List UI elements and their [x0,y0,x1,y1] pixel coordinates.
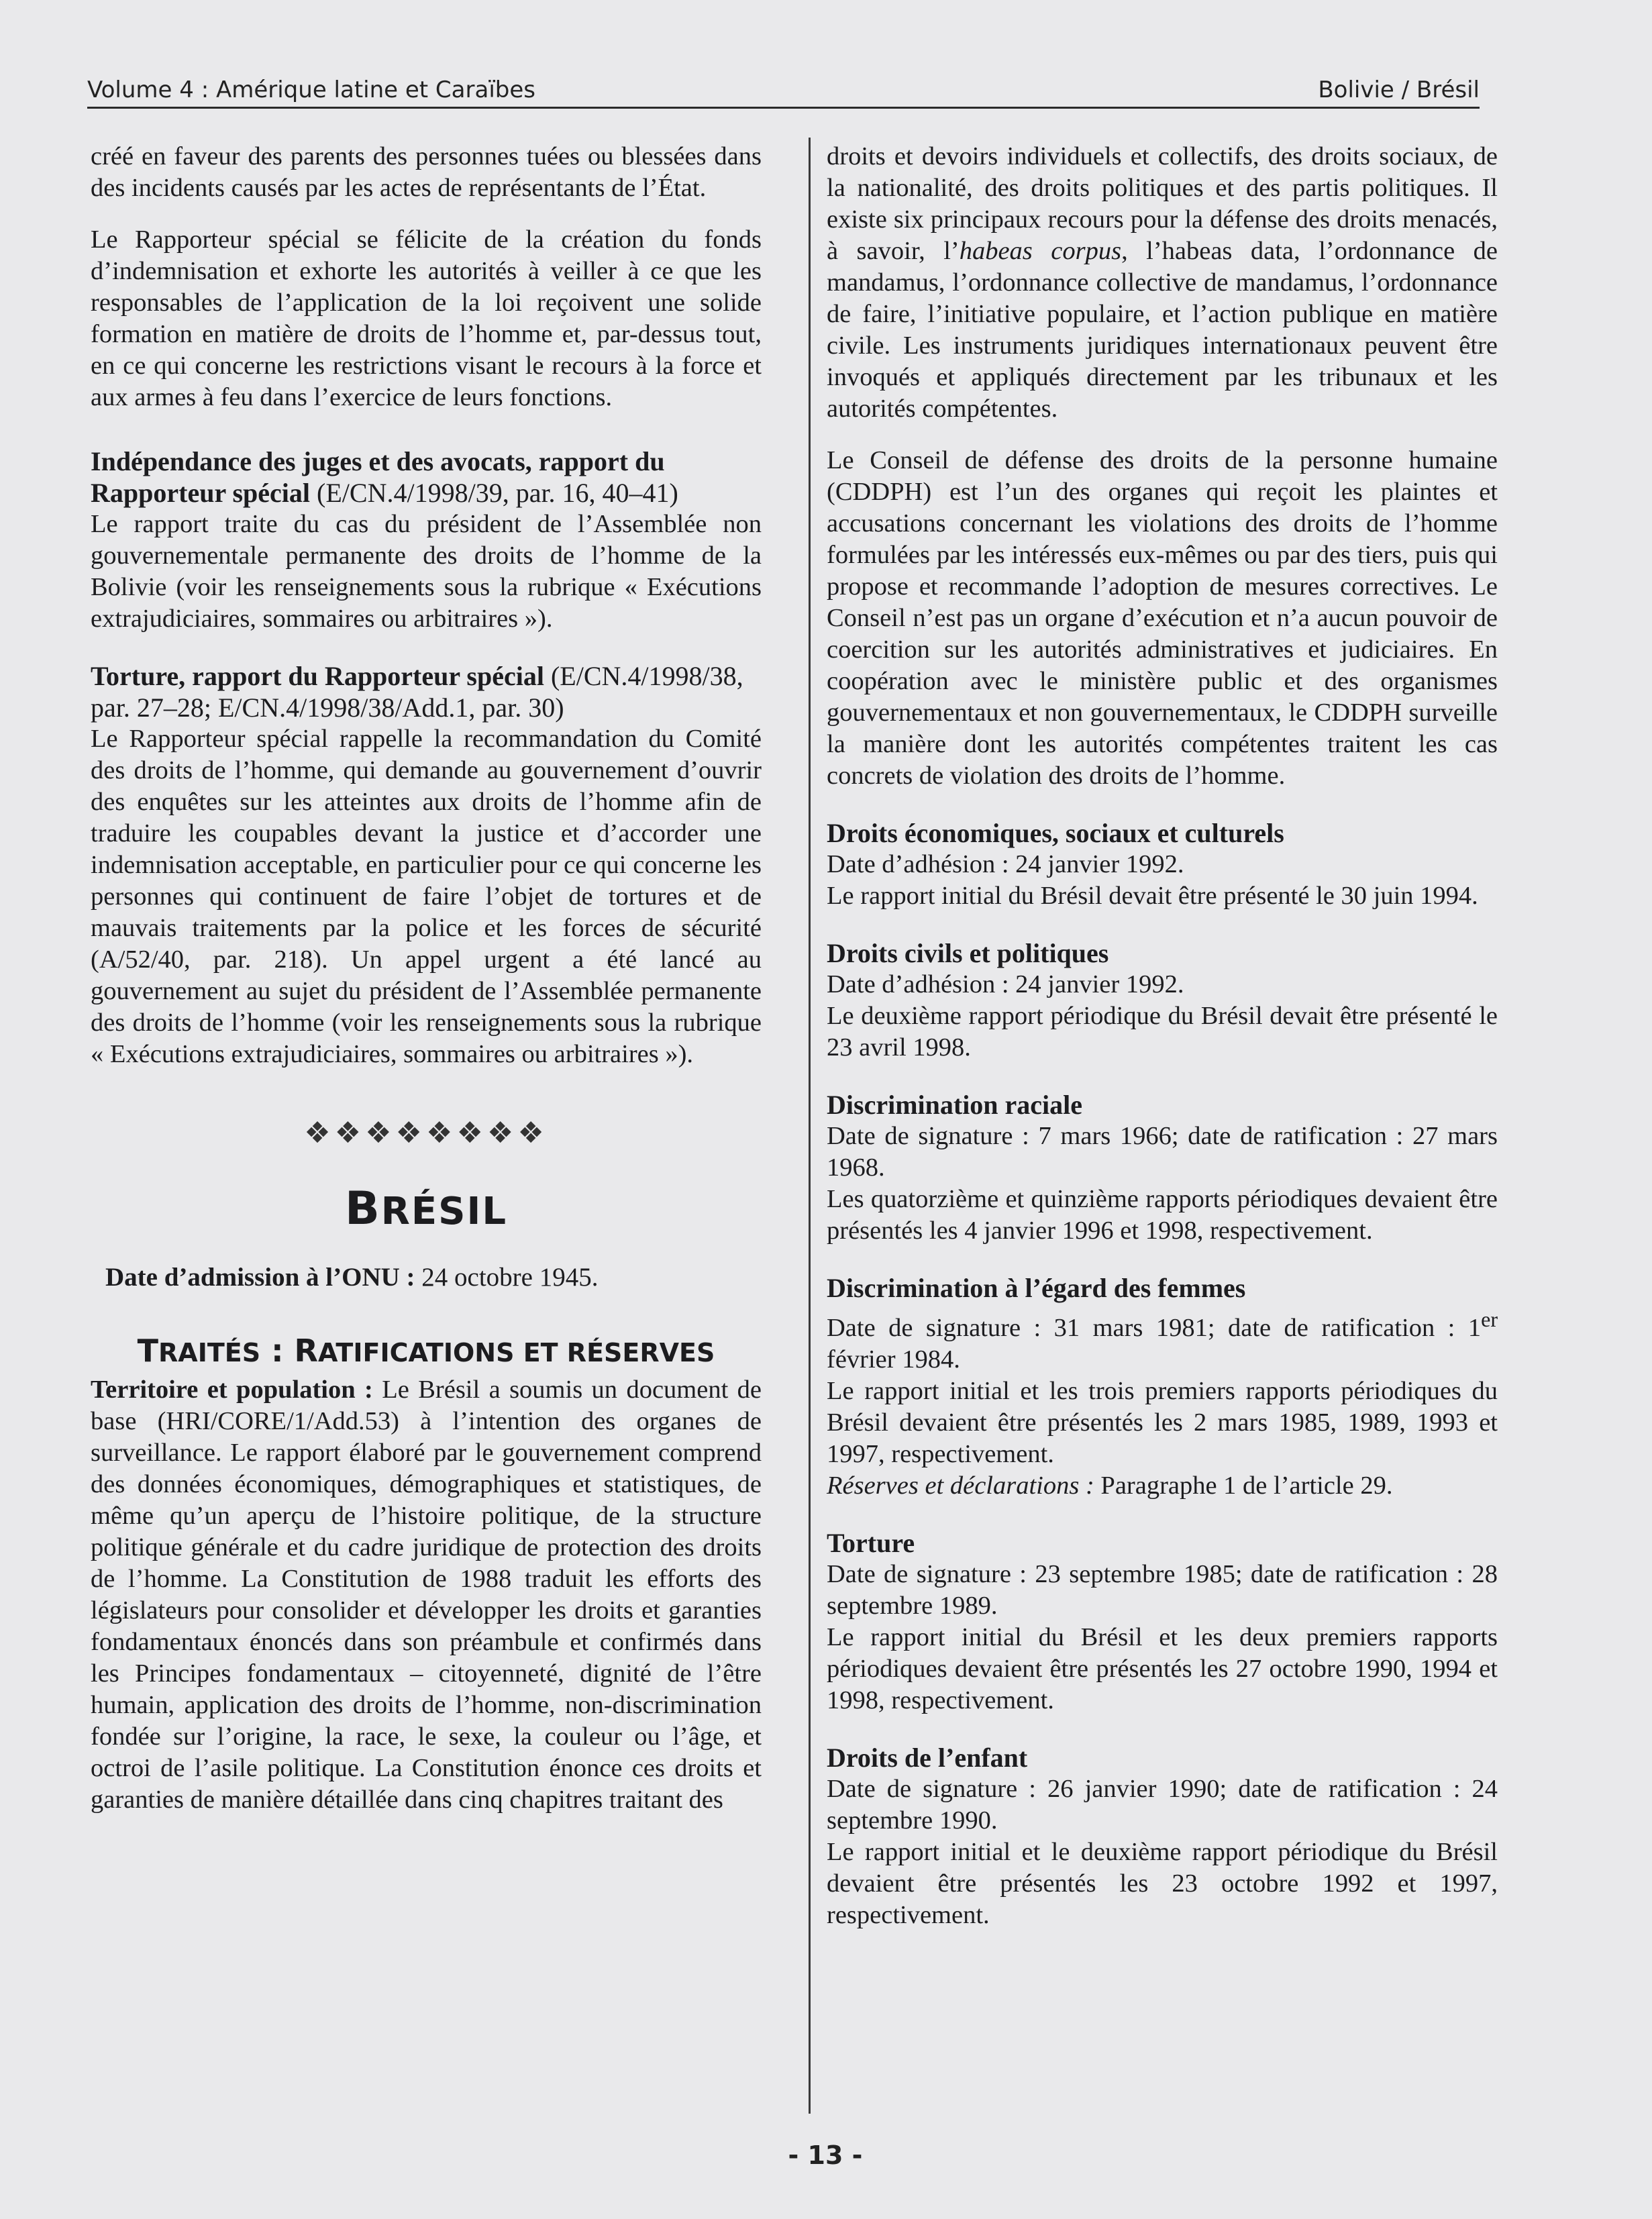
text-run: , l’habeas data, l’ordonnance de mandamus, l’ordonnance collective de mandamus, l’ordonnance de faire, l’initiative populaire, et l’action publique en matière civile. Les instruments juridiques internationaux peuvent être invoqués et appliqués directement par les tribunaux et les autorités compétentes. [827,237,1498,423]
treaty-heading-escr: Droits économiques, sociaux et culturels [827,818,1284,848]
treaties-heading [91,1332,762,1372]
page-number: - 13 - [788,2140,863,2170]
treaty-heading-civil: Droits civils et politiques [827,938,1109,968]
country-title-rest: RÉSIL [380,1190,508,1233]
treaty-heading-torture: Torture [827,1527,915,1558]
left-column [91,141,762,1816]
heading-initial: T [137,1333,159,1369]
territory-label: Territoire et population : [91,1376,373,1404]
paragraph: Le Rapporteur spécial se félicite de la création du fonds d’indemnisation et exhorte les autorités à veiller à ce que les responsables de l’application de la loi reçoivent une solide formation en matière de droits de l’homme et, par-dessus tout, en ce qui concerne les restrictions visant le recours à la force et aux armes à feu dans l’exercice de leurs fonctions. [91,225,762,411]
heading-smallcaps: RAITÉS [158,1338,261,1367]
ornament-divider: ❖❖❖❖❖❖❖❖ [304,1116,548,1150]
treaty-date: Date de signature : 7 mars 1966; date de ratification : 27 mars 1968. [827,1122,1498,1182]
section-heading-judges [91,446,762,509]
admission-label: Date d’admission à l’ONU : [105,1263,415,1292]
territory-paragraph [91,1374,762,1816]
header-rule [87,107,1480,109]
section-heading-torture [91,660,762,723]
treaty-text: Le rapport initial du Brésil devait être présenté le 30 juin 1994. [827,882,1478,910]
treaty-heading-racial: Discrimination raciale [827,1090,1083,1120]
column-divider [809,138,811,2114]
treaty-text: Le rapport initial du Brésil et les deux premiers rapports périodiques devaient être présentés les 27 octobre 1990, 1994 et 1998, respectivement. [827,1622,1498,1714]
territory-text: Le Brésil a soumis un document de base (HRI/CORE/1/Add.53) à l’intention des organes de surveillance. Le rapport élaboré par le gouvernement comprend des données économiques, démographiques et statistiques, de même qu’un aperçu de l’histoire politique, de la structure politique générale et du cadre juridique de protection des droits de l’homme. La Constitution de 1988 traduit les efforts des législateurs pour consolider et développer les droits et garanties fondamentaux énoncés dans son préambule et confirmés dans les Principes fondamentaux – citoyenneté, dignité de l’être humain, application des droits de l’homme, non-discrimination fondée sur l’origine, la race, le sexe, la couleur ou l’âge, et octroi de l’asile politique. La Constitution énonce ces droits et garanties de manière détaillée dans cinq chapitres traitant des [91,1376,762,1814]
treaty-text: Le rapport initial et les trois premiers rapports périodiques du Brésil devaient être présentés les 2 mars 1985, 1989, 1993 et 1997, respectivement. [827,1376,1498,1468]
treaty-date: Date d’adhésion : 24 janvier 1992. [827,970,1184,998]
heading-title: Indépendance des juges et des avocats, rapport du Rapporteur spécial [91,446,665,508]
paragraph: Le rapport traite du cas du président de l’Assemblée non gouvernementale permanente des droits de l’homme de la Bolivie (voir les renseignements sous la rubrique « Exécutions extrajudiciaires, sommaires ou arbitraires »). [91,510,762,633]
heading-reference: (E/CN.4/1998/38, par. 27–28; E/CN.4/1998/38/Add.1, par. 30) [91,661,743,723]
treaty-date: Date d’adhésion : 24 janvier 1992. [827,850,1184,878]
treaty-text: Le rapport initial et le deuxième rapport périodique du Brésil devaient être présentés les 23 octobre 1992 et 1997, respectivement. [827,1837,1498,1929]
treaty-reserves [827,1470,1498,1502]
treaty-date: Date de signature : 23 septembre 1985; date de ratification : 28 septembre 1989. [827,1559,1498,1620]
country-title-initial: B [344,1182,381,1235]
running-header [87,67,1480,109]
paragraph: Le Rapporteur spécial rappelle la recommandation du Comité des droits de l’homme, qui demande au gouvernement d’ouvrir des enquêtes sur les atteintes aux droits de l’homme afin de traduire les coupables devant la justice et d’accorder une indemnisation acceptable, en particulier pour ce qui concerne les personnes qui continuent de faire l’objet de tortures et de mauvais traitements par la police et les forces de sécurité (A/52/40, par. 218). Un appel urgent a été lancé au gouvernement au sujet du président de l’Assemblée permanente des droits de l’homme (voir les renseignements sous la rubrique « Exécutions extrajudiciaires, sommaires ou arbitraires »). [91,725,762,1068]
treaty-date: Date de signature : 26 janvier 1990; date de ratification : 24 septembre 1990. [827,1774,1498,1835]
right-column [827,141,1498,1931]
heading-separator: : [260,1333,295,1369]
admission-value: 24 octobre 1945. [421,1263,599,1292]
heading-smallcaps: ATIFICATIONS ET RÉSERVES [317,1338,715,1367]
italic-term: habeas corpus [959,237,1122,265]
text-run: droits et devoirs individuels et collectifs, des droits sociaux, de la nationalité, des droits politiques et des partis politiques. Il existe six principaux recours pour la défense des droits menacés, à savoir, l’ [827,142,1498,265]
text-run: février 1984. [827,1345,960,1374]
paragraph: créé en faveur des parents des personnes tuées ou blessées dans des incidents causés par les actes de représentants de l’État. [91,142,762,202]
treaty-text: Le deuxième rapport périodique du Brésil devait être présenté le 23 avril 1998. [827,1002,1498,1062]
reserves-label: Réserves et déclarations : [827,1471,1094,1500]
admission-date [91,1261,762,1293]
reserves-text: Paragraphe 1 de l’article 29. [1100,1471,1393,1500]
paragraph: Le Conseil de défense des droits de la personne humaine (CDDPH) est l’un des organes qui reçoit les plaintes et accusations concernant les violations des droits de l’homme formulées par les intéressés eux-mêmes ou par des tiers, puis qui propose et recommande l’adoption de mesures correctives. Le Conseil n’est pas un organe d’exécution et n’a aucun pouvoir de coercition sur les autorités administratives et judiciaires. En coopération avec le ministère public et des organismes gouvernementaux et non gouvernementaux, le CDDPH surveille la manière dont les autorités compétentes traitent les cas concrets de violation des droits de l’homme. [827,446,1498,790]
treaty-date [827,1304,1498,1376]
paragraph [827,141,1498,425]
header-country-title: Bolivie / Brésil [1318,76,1480,103]
treaty-heading-child: Droits de l’enfant [827,1742,1028,1773]
heading-reference: (E/CN.4/1998/39, par. 16, 40–41) [317,478,678,508]
header-volume-title: Volume 4 : Amérique latine et Caraïbes [87,76,535,103]
treaty-text: Les quatorzième et quinzième rapports périodiques devaient être présentés les 4 janvier 1996 et 1998, respectivement. [827,1185,1498,1245]
text-run: Date de signature : 31 mars 1981; date de ratification : 1 [827,1313,1482,1342]
heading-initial: R [294,1333,318,1369]
treaty-heading-women: Discrimination à l’égard des femmes [827,1273,1246,1303]
country-title [91,1182,762,1239]
ordinal-superscript: er [1481,1307,1498,1331]
heading-title: Torture, rapport du Rapporteur spécial [91,661,544,691]
